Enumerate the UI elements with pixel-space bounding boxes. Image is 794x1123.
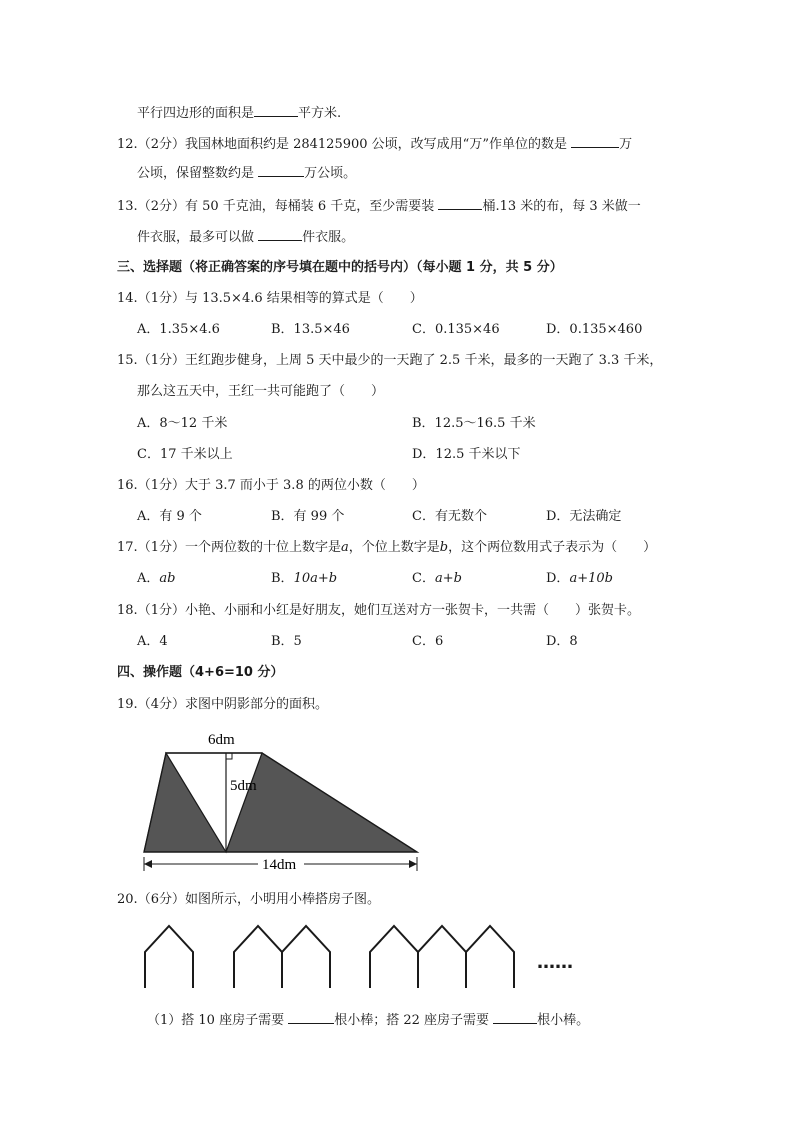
question-13 [117,197,641,216]
question-text: 如图所示，小明用小棒搭房子图。 [184,892,380,907]
question-score: （4分） [137,697,185,712]
question-15-line2: 那么这五天中，王红一共可能跑了（ ） [137,384,385,399]
section-3-title: 三、选择题（将正确答案的序号填在题中的括号内）（每小题 1 分，共 5 分） [117,260,563,275]
option-a[interactable]: A．1.35×4.6 [137,322,220,337]
question-text: 与 13.5×4.6 结果相等的算式是（ ） [184,291,423,306]
question-17 [117,539,656,557]
house-1 [145,926,193,988]
q11-text-post: 平方米. [298,106,342,121]
option-c[interactable]: C．17 千米以上 [137,447,233,462]
question-score: （1分） [137,478,185,493]
question-number: 13. [117,199,138,214]
question-13-line2 [137,228,354,247]
answer-blank[interactable] [571,135,619,148]
question-text: 有 50 千克油，每桶装 6 千克，至少需要装 [184,199,435,214]
question-number: 20. [117,892,138,907]
option-b[interactable]: B．13.5×46 [271,322,350,337]
question-text: 我国林地面积约是 284125900 公顷，改写成用“万”作单位的数是 [184,137,567,152]
house-triple-outline [370,926,514,988]
question-12-line2 [137,164,356,183]
question-20 [117,891,380,909]
answer-blank[interactable] [493,1011,537,1024]
question-text: 王红跑步健身，上周 5 天中最少的一天跑了 2.5 千米，最多的一天跑了 3.3 千米， [184,353,663,368]
option-b[interactable]: B．5 [271,634,302,649]
question-20-sub1 [147,1011,589,1030]
ellipsis: …… [537,952,573,973]
question-text-post: 根小棒。 [537,1013,590,1028]
option-a[interactable]: A．8～12 千米 [137,416,228,431]
question-text: 公顷，保留整数约是 [137,166,255,181]
answer-blank[interactable] [254,104,298,117]
question-score: （1分） [137,540,185,555]
question-text-post: 万 [619,137,633,152]
option-b[interactable]: B．有 99 个 [271,509,345,524]
question-score: （2分） [137,199,185,214]
question-text-post: 万公顷。 [304,166,357,181]
trapezoid-figure [130,725,430,875]
question-score: （2分） [137,137,185,152]
question-14 [117,290,423,308]
answer-blank[interactable] [288,1011,334,1024]
option-c[interactable]: C．6 [412,634,444,649]
answer-blank[interactable] [258,228,302,241]
question-text-mid: ，个位上数字是 [348,540,440,555]
question-number: 14. [117,291,138,306]
option-d[interactable]: D．12.5 千米以下 [412,447,521,462]
variable-b: b [439,540,449,555]
question-text: 大于 3.7 而小于 3.8 的两位小数（ ） [184,478,425,493]
bottom-label: 14dm [262,857,297,873]
answer-blank[interactable] [438,197,482,210]
question-text-mid: 桶.13 米的布，每 3 米做一 [482,199,641,214]
option-c[interactable]: C．有无数个 [412,509,487,524]
variable-a: a [340,540,349,555]
question-score: （1分） [137,353,185,368]
question-text: 件衣服，最多可以做 [137,230,255,245]
q11-text: 平行四边形的面积是 [137,106,255,121]
question-15 [117,352,662,370]
question-number: 19. [117,697,138,712]
question-number: 16. [117,478,138,493]
q11-tail [137,104,341,123]
option-a[interactable]: A．ab [137,571,176,586]
question-number: 17. [117,540,138,555]
section-4-title: 四、操作题（4+6=10 分） [117,665,284,680]
question-score: （1分） [137,603,185,618]
option-b[interactable]: B．10a+b [271,571,338,586]
question-score: （1分） [137,291,185,306]
question-18 [117,602,640,620]
question-text: （1）搭 10 座房子需要 [147,1013,285,1028]
option-c[interactable]: C．a+b [412,571,462,586]
question-text: 一个两位数的十位上数字是 [184,540,341,555]
question-text: 求图中阴影部分的面积。 [184,697,328,712]
option-d[interactable]: D．0.135×460 [546,322,643,337]
option-d[interactable]: D．a+10b [546,571,613,586]
option-a[interactable]: A．有 9 个 [137,509,202,524]
arrow-left-icon [144,860,152,868]
height-label: 5dm [230,778,257,794]
question-number: 18. [117,603,138,618]
question-text-mid: 根小棒；搭 22 座房子需要 [334,1013,490,1028]
answer-blank[interactable] [258,164,304,177]
option-d[interactable]: D．8 [546,634,578,649]
option-c[interactable]: C．0.135×46 [412,322,500,337]
question-text: 小艳、小丽和小红是好朋友，她们互送对方一张贺卡，一共需（ ）张贺卡。 [184,603,640,618]
question-16 [117,477,425,495]
question-text-post: ，这个两位数用式子表示为（ ） [448,540,657,555]
option-b[interactable]: B．12.5～16.5 千米 [412,416,536,431]
question-number: 12. [117,137,138,152]
question-12 [117,135,632,154]
question-text-post: 件衣服。 [302,230,355,245]
question-19 [117,696,328,714]
question-number: 15. [117,353,138,368]
option-d[interactable]: D．无法确定 [546,509,622,524]
houses-figure [135,920,615,995]
top-label: 6dm [208,732,235,748]
question-score: （6分） [137,892,185,907]
arrow-right-icon [409,860,417,868]
option-a[interactable]: A．4 [137,634,168,649]
